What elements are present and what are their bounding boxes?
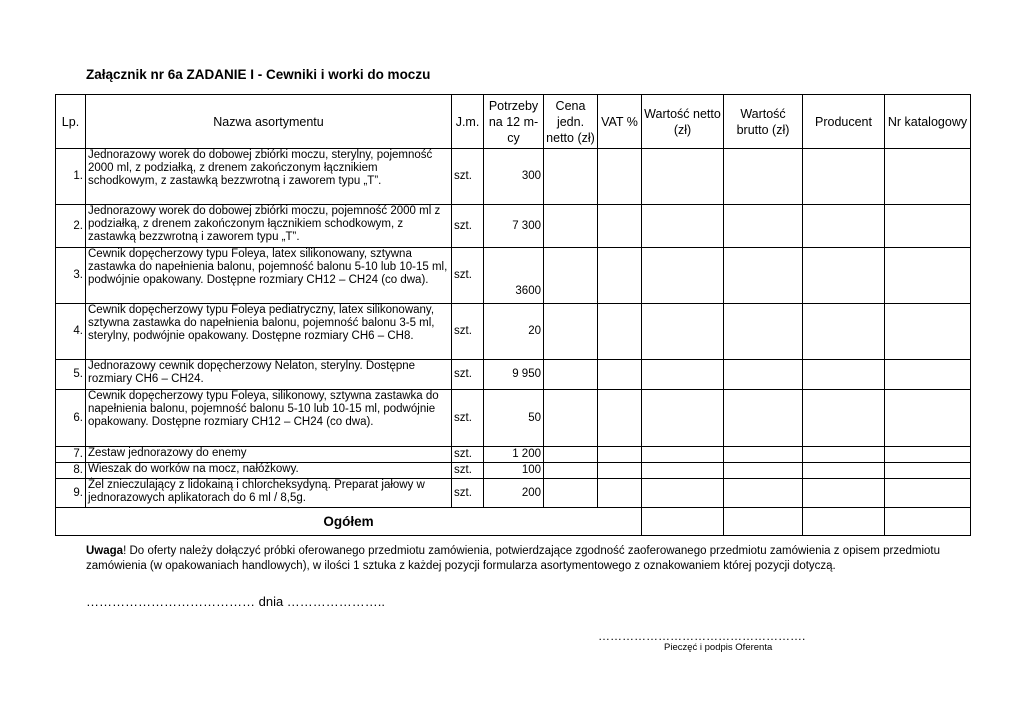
note-label: Uwaga xyxy=(86,545,124,557)
row-price-cell[interactable] xyxy=(544,447,598,463)
row-catalog-cell[interactable] xyxy=(885,149,971,205)
row-netto-cell[interactable] xyxy=(642,390,724,447)
row-vat-cell[interactable] xyxy=(598,149,642,205)
row-price-cell[interactable] xyxy=(544,390,598,447)
row-producer-cell[interactable] xyxy=(803,463,885,479)
row-producer-cell[interactable] xyxy=(803,479,885,508)
row-lp: 8. xyxy=(56,463,86,479)
row-price-cell[interactable] xyxy=(544,149,598,205)
row-price-cell[interactable] xyxy=(544,304,598,360)
header-catalog: Nr katalogowy xyxy=(885,95,971,149)
row-vat-cell[interactable] xyxy=(598,390,642,447)
row-lp: 9. xyxy=(56,479,86,508)
row-producer-cell[interactable] xyxy=(803,447,885,463)
row-brutto-cell[interactable] xyxy=(724,149,803,205)
row-jm: szt. xyxy=(452,360,484,390)
table-row xyxy=(56,463,971,479)
row-price-cell[interactable] xyxy=(544,205,598,248)
row-name: Cewnik dopęcherzowy typu Foleya, silikonowy, sztywna zastawka do napełnienia balonu, pojemność balonu 5-10 lub 10-15 ml, podwójnie opakowany. Dostępne rozmiary CH12 – CH24 (co dwa). xyxy=(86,390,452,447)
row-netto-cell[interactable] xyxy=(642,248,724,304)
header-brutto: Wartość brutto (zł) xyxy=(724,95,803,149)
signature-label: Pieczęć i podpis Oferenta xyxy=(664,642,773,653)
row-jm: szt. xyxy=(452,304,484,360)
row-name: Jednorazowy cewnik dopęcherzowy Nelaton, sterylny. Dostępne rozmiary CH6 – CH24. xyxy=(86,360,452,390)
header-qty: Potrzeby na 12 m-cy xyxy=(484,95,544,149)
row-lp: 6. xyxy=(56,390,86,447)
document-title: Załącznik nr 6a ZADANIE I - Cewniki i worki do moczu xyxy=(86,67,431,82)
row-lp: 5. xyxy=(56,360,86,390)
row-catalog-cell[interactable] xyxy=(885,390,971,447)
table-row xyxy=(56,390,971,447)
row-name: Wieszak do worków na mocz, nałóżkowy. xyxy=(86,463,452,479)
header-producer: Producent xyxy=(803,95,885,149)
row-catalog-cell[interactable] xyxy=(885,463,971,479)
row-producer-cell[interactable] xyxy=(803,205,885,248)
row-vat-cell[interactable] xyxy=(598,463,642,479)
row-name: Żel znieczulający z lidokainą i chlorcheksydyną. Preparat jałowy w jednorazowych aplikatorach do 6 ml / 8,5g. xyxy=(86,479,452,508)
row-netto-cell[interactable] xyxy=(642,149,724,205)
row-qty: 100 xyxy=(484,463,544,479)
row-price-cell[interactable] xyxy=(544,248,598,304)
row-brutto-cell[interactable] xyxy=(724,463,803,479)
row-brutto-cell[interactable] xyxy=(724,304,803,360)
row-name: Jednorazowy worek do dobowej zbiórki moczu, pojemność 2000 ml z podziałką, z drenem zakończonym łącznikiem schodkowym, z zastawką bezzwrotną i zaworem typu „T”. xyxy=(86,205,452,248)
row-netto-cell[interactable] xyxy=(642,463,724,479)
row-jm: szt. xyxy=(452,479,484,508)
total-brutto-cell[interactable] xyxy=(724,508,803,536)
row-netto-cell[interactable] xyxy=(642,447,724,463)
header-netto: Wartość netto (zł) xyxy=(642,95,724,149)
row-lp: 2. xyxy=(56,205,86,248)
row-qty: 9 950 xyxy=(484,360,544,390)
row-lp: 1. xyxy=(56,149,86,205)
row-jm: szt. xyxy=(452,390,484,447)
row-catalog-cell[interactable] xyxy=(885,360,971,390)
table-row xyxy=(56,360,971,390)
row-qty: 1 200 xyxy=(484,447,544,463)
header-lp: Lp. xyxy=(56,95,86,149)
row-price-cell[interactable] xyxy=(544,479,598,508)
row-vat-cell[interactable] xyxy=(598,304,642,360)
row-brutto-cell[interactable] xyxy=(724,360,803,390)
row-price-cell[interactable] xyxy=(544,360,598,390)
total-label: Ogółem xyxy=(56,508,642,536)
total-row xyxy=(56,508,971,536)
date-line[interactable]: ………………………………… dnia ………………….. xyxy=(86,594,386,609)
row-brutto-cell[interactable] xyxy=(724,248,803,304)
total-catalog-cell xyxy=(885,508,971,536)
row-jm: szt. xyxy=(452,205,484,248)
table-row xyxy=(56,205,971,248)
row-vat-cell[interactable] xyxy=(598,479,642,508)
header-vat: VAT % xyxy=(598,95,642,149)
row-brutto-cell[interactable] xyxy=(724,479,803,508)
row-jm: szt. xyxy=(452,463,484,479)
signature-line[interactable]: ……………………………………………. xyxy=(598,629,806,643)
row-qty: 50 xyxy=(484,390,544,447)
row-producer-cell[interactable] xyxy=(803,248,885,304)
note-text: ! Do oferty należy dołączyć próbki oferowanego przedmiotu zamówienia, potwierdzające zgodność zaoferowanego przedmiotu zamówienia z opisem przedmiotu zamówienia (w opakowaniach handlowych), w ilości 1 sztuka z każdej pozycji formularza asortymentowego z oznakowaniem której pozycji dotyczą. xyxy=(86,545,940,572)
total-producer-cell xyxy=(803,508,885,536)
row-jm: szt. xyxy=(452,248,484,304)
row-brutto-cell[interactable] xyxy=(724,447,803,463)
row-brutto-cell[interactable] xyxy=(724,390,803,447)
table-row xyxy=(56,479,971,508)
table-row xyxy=(56,149,971,205)
table-row xyxy=(56,304,971,360)
row-price-cell[interactable] xyxy=(544,463,598,479)
table-row xyxy=(56,248,971,304)
header-jm: J.m. xyxy=(452,95,484,149)
row-name: Cewnik dopęcherzowy typu Foleya pediatryczny, latex silikonowany, sztywna zastawka do napełnienia balonu, pojemność balonu 3-5 ml, sterylny, podwójnie opakowany. Dostępne rozmiary CH6 – CH8. xyxy=(86,304,452,360)
row-netto-cell[interactable] xyxy=(642,205,724,248)
row-vat-cell[interactable] xyxy=(598,248,642,304)
row-catalog-cell[interactable] xyxy=(885,447,971,463)
row-qty: 7 300 xyxy=(484,205,544,248)
row-netto-cell[interactable] xyxy=(642,360,724,390)
row-catalog-cell[interactable] xyxy=(885,205,971,248)
row-name: Jednorazowy worek do dobowej zbiórki moczu, sterylny, pojemność 2000 ml, z podziałką, z drenem zakończonym łącznikiem schodkowym, z zastawką bezzwrotną i zaworem typu „T”. xyxy=(86,149,452,205)
row-lp: 7. xyxy=(56,447,86,463)
table-row xyxy=(56,447,971,463)
row-qty: 200 xyxy=(484,479,544,508)
row-netto-cell[interactable] xyxy=(642,304,724,360)
row-producer-cell[interactable] xyxy=(803,360,885,390)
row-lp: 4. xyxy=(56,304,86,360)
header-price: Cena jedn. netto (zł) xyxy=(544,95,598,149)
header-name: Nazwa asortymentu xyxy=(86,95,452,149)
row-qty: 3600 xyxy=(484,248,544,304)
row-lp: 3. xyxy=(56,248,86,304)
note-paragraph xyxy=(86,544,940,573)
row-name: Zestaw jednorazowy do enemy xyxy=(86,447,452,463)
total-netto-cell[interactable] xyxy=(642,508,724,536)
row-qty: 20 xyxy=(484,304,544,360)
row-netto-cell[interactable] xyxy=(642,479,724,508)
row-jm: szt. xyxy=(452,149,484,205)
row-producer-cell[interactable] xyxy=(803,304,885,360)
assortment-table xyxy=(55,94,971,536)
row-name: Cewnik dopęcherzowy typu Foleya, latex silikonowany, sztywna zastawka do napełnienia balonu, pojemność balonu 5-10 lub 10-15 ml, podwójnie opakowany. Dostępne rozmiary CH12 – CH24 (co dwa). xyxy=(86,248,452,304)
row-producer-cell[interactable] xyxy=(803,149,885,205)
row-qty: 300 xyxy=(484,149,544,205)
row-vat-cell[interactable] xyxy=(598,447,642,463)
row-vat-cell[interactable] xyxy=(598,205,642,248)
row-catalog-cell[interactable] xyxy=(885,248,971,304)
row-catalog-cell[interactable] xyxy=(885,304,971,360)
row-brutto-cell[interactable] xyxy=(724,205,803,248)
row-vat-cell[interactable] xyxy=(598,360,642,390)
row-jm: szt. xyxy=(452,447,484,463)
row-catalog-cell[interactable] xyxy=(885,479,971,508)
table-header-row xyxy=(56,95,971,149)
row-producer-cell[interactable] xyxy=(803,390,885,447)
